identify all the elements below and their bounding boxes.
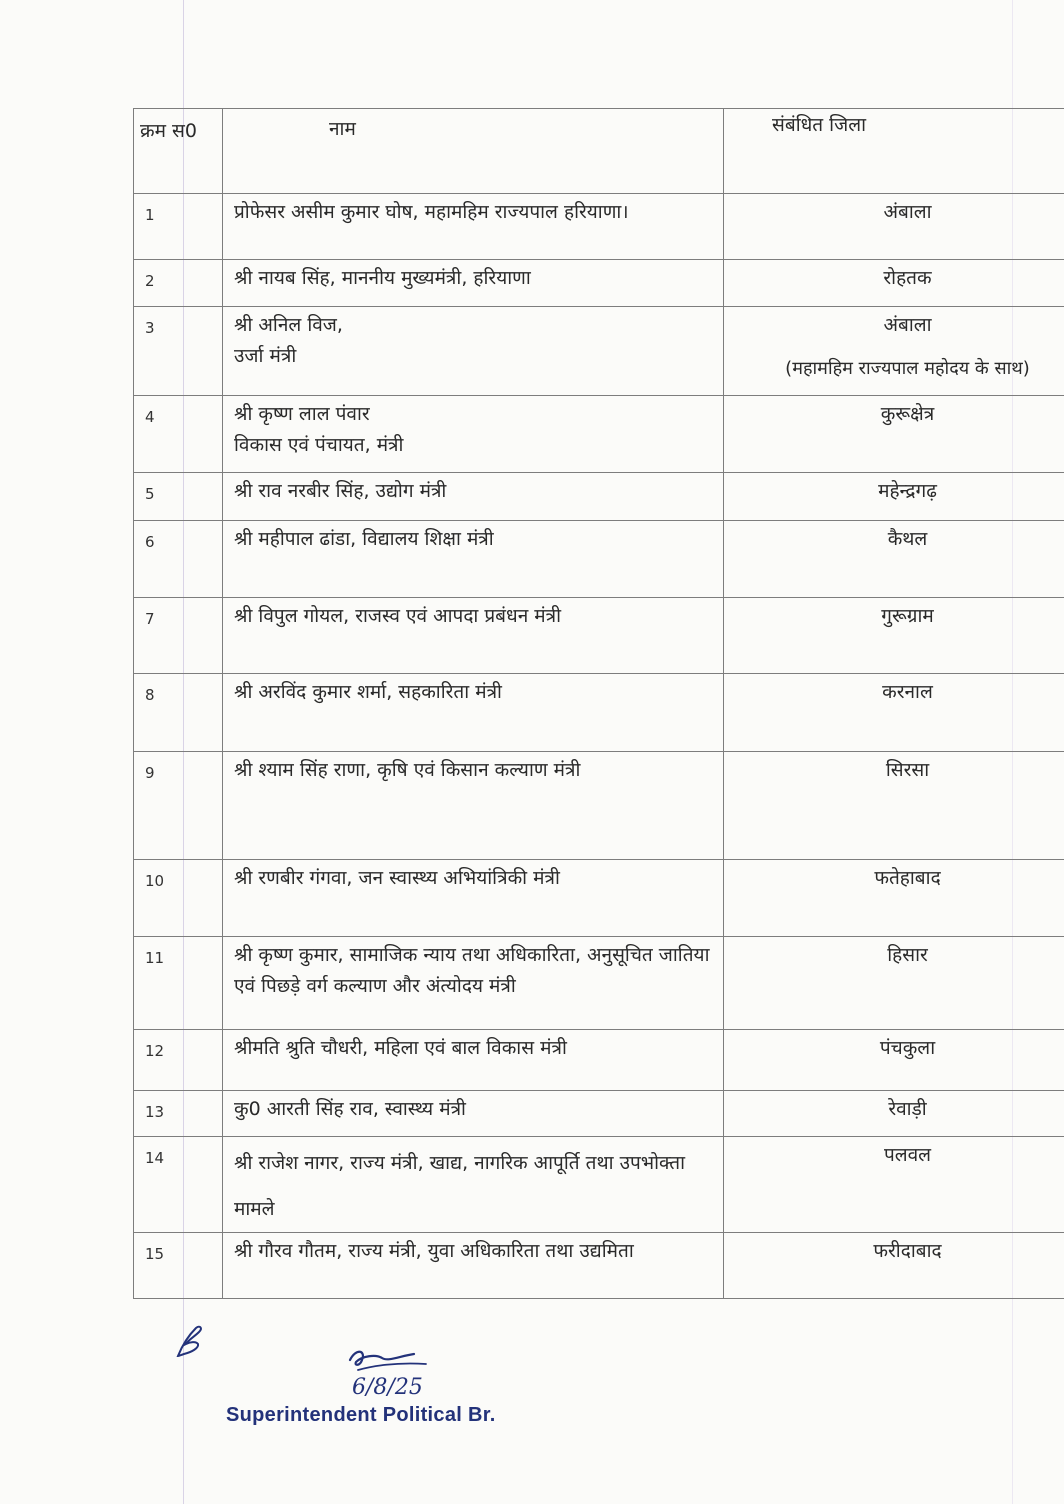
row-name: कु0 आरती सिंह राव, स्वास्थ्य मंत्री [223,1091,724,1137]
row-serial: 4 [134,396,223,473]
row-name: श्री अरविंद कुमार शर्मा, सहकारिता मंत्री [223,674,724,752]
row-district-note: (महामहिम राज्यपाल महोदय के साथ) [785,358,1030,379]
row-district: रोहतक [724,260,1064,307]
table-row [134,194,1064,260]
row-district: हिसार [724,937,1064,1030]
row-district: अंबाला [724,194,1064,260]
handwritten-signature [336,1346,456,1404]
ministers-district-table [133,108,1064,1299]
row-district-cell [724,307,1064,396]
row-serial: 13 [134,1091,223,1137]
row-name: श्री राजेश नागर, राज्य मंत्री, खाद्य, नागरिक आपूर्ति तथा उपभोक्ता मामले [223,1137,724,1233]
row-district: पंचकुला [724,1030,1064,1091]
table-row [134,860,1064,937]
row-name: श्री राव नरबीर सिंह, उद्योग मंत्री [223,473,724,521]
table-row [134,1137,1064,1233]
table-row [134,674,1064,752]
table-row [134,1091,1064,1137]
table-row [134,260,1064,307]
row-serial: 11 [134,937,223,1030]
initial-mark-icon [172,1322,212,1362]
row-name: श्री श्याम सिंह राणा, कृषि एवं किसान कल्याण मंत्री [223,752,724,860]
row-name: श्री रणबीर गंगवा, जन स्वास्थ्य अभियांत्रिकी मंत्री [223,860,724,937]
header-name: नाम [223,109,724,194]
header-serial-number: क्रम स0 [134,109,223,194]
row-name: श्री कृष्ण लाल पंवार विकास एवं पंचायत, मंत्री [223,396,724,473]
signatory-designation: Superintendent Political Br. [226,1404,496,1426]
row-district: कैथल [724,521,1064,598]
row-serial: 9 [134,752,223,860]
row-district: रेवाड़ी [724,1091,1064,1137]
row-serial: 8 [134,674,223,752]
row-name: श्रीमति श्रुति चौधरी, महिला एवं बाल विकास मंत्री [223,1030,724,1091]
table-row [134,1233,1064,1299]
table-row [134,598,1064,674]
row-name: श्री अनिल विज, उर्जा मंत्री [223,307,724,396]
table-row [134,473,1064,521]
row-district: महेन्द्रगढ़ [724,473,1064,521]
row-name: श्री नायब सिंह, माननीय मुख्यमंत्री, हरियाणा [223,260,724,307]
table-row [134,307,1064,396]
row-district: पलवल [724,1137,1064,1233]
row-serial: 6 [134,521,223,598]
row-serial: 15 [134,1233,223,1299]
table-row [134,1030,1064,1091]
row-serial: 7 [134,598,223,674]
row-name: श्री महीपाल ढांडा, विद्यालय शिक्षा मंत्री [223,521,724,598]
row-serial: 2 [134,260,223,307]
row-district: गुरूग्राम [724,598,1064,674]
table-header-row [134,109,1064,194]
row-serial: 5 [134,473,223,521]
table-row [134,937,1064,1030]
row-name: श्री विपुल गोयल, राजस्व एवं आपदा प्रबंधन मंत्री [223,598,724,674]
row-district: फतेहाबाद [724,860,1064,937]
row-serial: 3 [134,307,223,396]
row-district: फरीदाबाद [724,1233,1064,1299]
signature-date: 6/8/25 [352,1375,423,1400]
header-district: संबंधित जिला [724,109,1064,194]
row-name: श्री कृष्ण कुमार, सामाजिक न्याय तथा अधिकारिता, अनुसूचित जातिया एवं पिछड़े वर्ग कल्याण और अंत्योदय मंत्री [223,937,724,1030]
row-serial: 14 [134,1137,223,1233]
table-row [134,396,1064,473]
row-serial: 12 [134,1030,223,1091]
table-row [134,521,1064,598]
row-name: प्रोफेसर असीम कुमार घोष, महामहिम राज्यपाल हरियाणा। [223,194,724,260]
row-district: कुरूक्षेत्र [724,396,1064,473]
row-district: अंबाला [883,314,932,336]
row-name: श्री गौरव गौतम, राज्य मंत्री, युवा अधिकारिता तथा उद्यमिता [223,1233,724,1299]
row-serial: 10 [134,860,223,937]
row-district: करनाल [724,674,1064,752]
table-row [134,752,1064,860]
row-district: सिरसा [724,752,1064,860]
row-serial: 1 [134,194,223,260]
